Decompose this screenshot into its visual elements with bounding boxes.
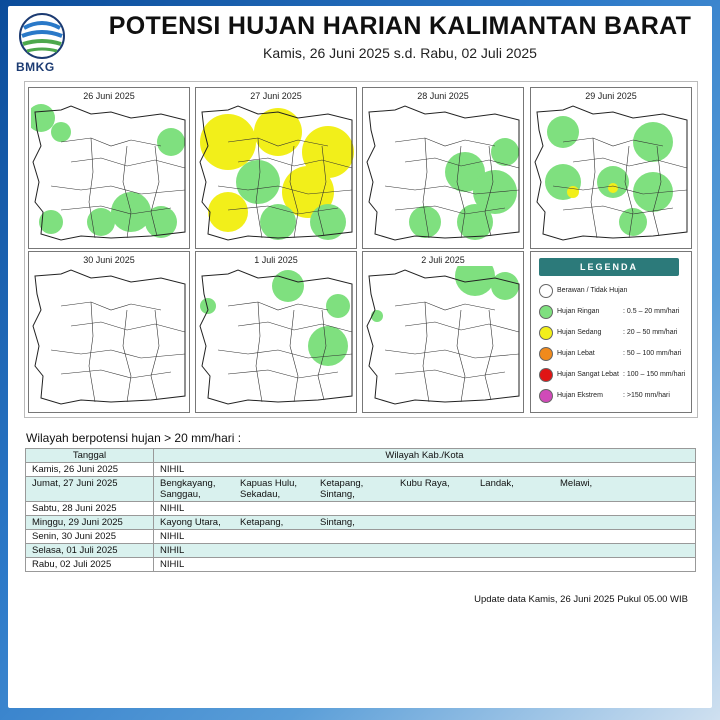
row-regions <box>154 544 696 558</box>
table-row <box>26 477 696 502</box>
map-panel <box>195 87 357 249</box>
map-date-label: 28 Juni 2025 <box>417 91 469 101</box>
region-name: Kayong Utara, <box>160 517 221 528</box>
region-name: Kapuas Hulu, <box>240 478 298 489</box>
rainfall-map <box>198 102 354 244</box>
region-name: Sintang, <box>320 517 355 528</box>
light-rain-area <box>31 104 55 132</box>
row-regions <box>154 558 696 572</box>
region-name: NIHIL <box>160 531 185 542</box>
legend-range: : 20 – 50 mm/hari <box>623 329 678 336</box>
region-name: Melawi, <box>560 478 593 489</box>
district-border <box>573 158 687 168</box>
map-panel <box>28 87 190 249</box>
legend-swatch <box>539 305 553 319</box>
row-regions <box>154 516 696 530</box>
light-rain-area <box>236 160 280 204</box>
district-border <box>385 350 519 358</box>
district-border <box>395 138 495 146</box>
district-border <box>61 302 161 310</box>
rainfall-map <box>198 266 354 408</box>
district-border <box>290 310 298 402</box>
table-row <box>26 544 696 558</box>
light-rain-area <box>633 122 673 162</box>
page-title: POTENSI HUJAN HARIAN KALIMANTAN BARAT <box>108 12 692 40</box>
legend-title: LEGENDA <box>539 258 679 276</box>
region-name: NIHIL <box>160 503 185 514</box>
district-border <box>71 158 185 168</box>
rainfall-map <box>365 102 521 244</box>
region-name: Ketapang, <box>240 517 284 528</box>
district-border <box>71 322 185 332</box>
map-date-label: 27 Juni 2025 <box>250 91 302 101</box>
row-date: Senin, 30 Juni 2025 <box>26 530 154 544</box>
row-date: Rabu, 02 Juli 2025 <box>26 558 154 572</box>
legend-range: : 0.5 – 20 mm/hari <box>623 308 680 315</box>
region-name: Sintang, <box>320 489 355 500</box>
region-name: Landak, <box>480 478 514 489</box>
map-date-label: 26 Juni 2025 <box>83 91 135 101</box>
table-header-region: Wilayah Kab./Kota <box>154 449 696 463</box>
moderate-rain-area <box>208 192 248 232</box>
table-row <box>26 463 696 477</box>
legend-range: : >150 mm/hari <box>623 392 670 399</box>
map-panel <box>362 87 524 249</box>
table-row <box>26 530 696 544</box>
district-border <box>395 302 495 310</box>
table-caption: Wilayah berpotensi hujan > 20 mm/hari : <box>26 431 242 445</box>
region-name: NIHIL <box>160 559 185 570</box>
row-regions <box>154 502 696 516</box>
district-border <box>61 138 161 146</box>
light-rain-area <box>597 166 629 198</box>
legend-range: : 50 – 100 mm/hari <box>623 350 682 357</box>
district-border <box>61 370 171 378</box>
district-border <box>51 186 185 194</box>
light-rain-area <box>200 298 216 314</box>
map-date-label: 1 Juli 2025 <box>254 255 298 265</box>
legend-name: Berawan / Tidak Hujan <box>557 287 628 294</box>
map-panel <box>530 87 692 249</box>
rainfall-map <box>365 266 521 408</box>
map-panel <box>195 251 357 413</box>
district-border <box>405 322 519 332</box>
district-border <box>228 370 338 378</box>
legend-box <box>530 251 692 413</box>
map-date-label: 30 Juni 2025 <box>83 255 135 265</box>
light-rain-area <box>308 326 348 366</box>
legend-name: Hujan Sangat Lebat <box>557 371 619 378</box>
row-date: Jumat, 27 Juni 2025 <box>26 477 154 502</box>
legend-name: Hujan Ekstrem <box>557 392 603 399</box>
map-panel <box>362 251 524 413</box>
legend-swatch <box>539 284 553 298</box>
row-regions <box>154 530 696 544</box>
rainfall-map <box>533 102 689 244</box>
row-date: Minggu, 29 Juni 2025 <box>26 516 154 530</box>
legend-swatch <box>539 389 553 403</box>
table-row <box>26 516 696 530</box>
district-border <box>51 350 185 358</box>
moderate-rain-area <box>567 186 579 198</box>
light-rain-area <box>547 116 579 148</box>
district-border <box>395 370 505 378</box>
light-rain-area <box>260 204 296 240</box>
region-table <box>25 448 696 572</box>
district-border <box>457 310 465 402</box>
row-date: Kamis, 26 Juni 2025 <box>26 463 154 477</box>
district-border <box>228 302 328 310</box>
rainfall-map <box>31 102 187 244</box>
moderate-rain-area <box>254 108 302 156</box>
region-name: Sekadau, <box>240 489 281 500</box>
page-subtitle: Kamis, 26 Juni 2025 s.d. Rabu, 02 Juli 2025 <box>263 45 537 61</box>
light-rain-area <box>326 294 350 318</box>
legend-name: Hujan Lebat <box>557 350 595 357</box>
row-date: Sabtu, 28 Juni 2025 <box>26 502 154 516</box>
legend-name: Hujan Sedang <box>557 329 602 336</box>
moderate-rain-area <box>608 183 618 193</box>
region-name: Sanggau, <box>160 489 201 500</box>
region-name: NIHIL <box>160 464 185 475</box>
light-rain-area <box>371 310 383 322</box>
row-regions <box>154 477 696 502</box>
table-row <box>26 502 696 516</box>
light-rain-area <box>409 206 441 238</box>
region-name: Ketapang, <box>320 478 364 489</box>
district-border <box>123 310 131 402</box>
row-date: Selasa, 01 Juli 2025 <box>26 544 154 558</box>
light-rain-area <box>157 128 185 156</box>
rainfall-map <box>31 266 187 408</box>
district-border <box>485 310 493 400</box>
map-date-label: 2 Juli 2025 <box>421 255 465 265</box>
legend-range: : 100 – 150 mm/hari <box>623 371 686 378</box>
map-date-label: 29 Juni 2025 <box>585 91 637 101</box>
legend-swatch <box>539 326 553 340</box>
map-panel <box>28 251 190 413</box>
table-row <box>26 558 696 572</box>
region-name: NIHIL <box>160 545 185 556</box>
region-name: Kubu Raya, <box>400 478 450 489</box>
update-note: Update data Kamis, 26 Juni 2025 Pukul 05.00 WIB <box>474 594 688 605</box>
light-rain-area <box>272 270 304 302</box>
light-rain-area <box>87 208 115 236</box>
light-rain-area <box>491 272 519 300</box>
legend-swatch <box>539 368 553 382</box>
district-border <box>151 310 159 400</box>
legend-swatch <box>539 347 553 361</box>
row-regions <box>154 463 696 477</box>
region-name: Bengkayang, <box>160 478 216 489</box>
province-outline <box>33 270 185 404</box>
light-rain-area <box>51 122 71 142</box>
table-header-date: Tanggal <box>26 449 154 463</box>
legend-name: Hujan Ringan <box>557 308 600 315</box>
logo-text: BMKG <box>16 60 55 74</box>
